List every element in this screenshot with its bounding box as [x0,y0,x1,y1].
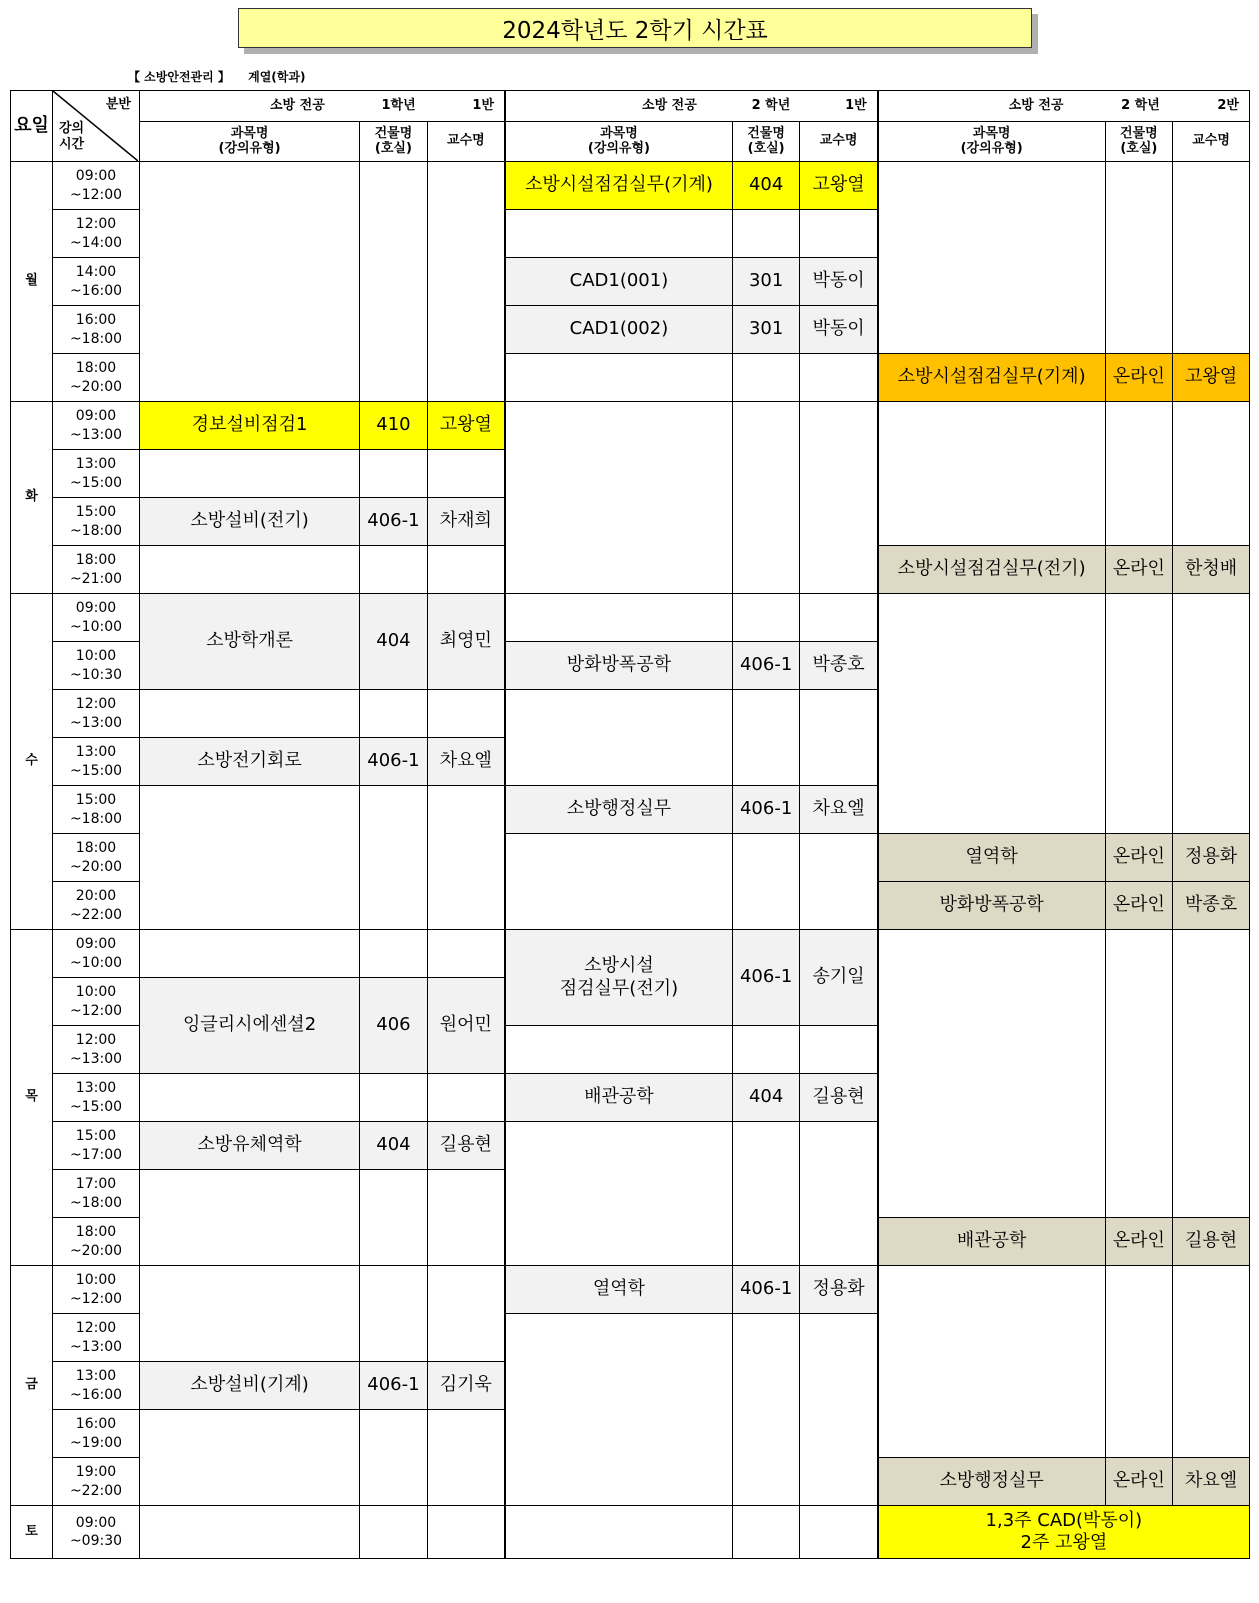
empty-cell [1173,162,1250,354]
course-room: 406-1 [732,786,800,834]
empty-cell [878,162,1105,354]
time-cell: 13:00 ~15:00 [52,1074,139,1122]
empty-cell [505,354,732,402]
empty-cell [732,1506,800,1559]
empty-cell [800,1506,878,1559]
course-prof: 차요엘 [800,786,878,834]
course-subject: 경보설비점검1 [140,402,360,450]
time-label [59,121,84,152]
course-room: 404 [360,594,428,690]
course-prof: 고왕열 [427,402,505,450]
course-prof: 박동이 [800,258,878,306]
course-subject: 방화방폭공학 [878,882,1105,930]
time-cell: 18:00 ~20:00 [52,354,139,402]
empty-cell [427,450,505,498]
empty-cell [800,594,878,642]
empty-cell [360,1266,428,1362]
empty-cell [140,1506,360,1559]
building-header: 건물명 (호실) [732,122,800,162]
course-prof: 박동이 [800,306,878,354]
day-cell: 금 [11,1266,53,1506]
empty-cell [1105,594,1173,834]
time-cell: 16:00 ~19:00 [52,1410,139,1458]
empty-cell [800,1026,878,1074]
course-room: 406-1 [360,738,428,786]
section-1-year: 1학년 [381,97,416,113]
course-room: 406-1 [732,642,800,690]
empty-cell [505,1506,732,1559]
page-title: 2024학년도 2학기 시간표 [238,8,1032,48]
course-subject: 열역학 [878,834,1105,882]
building-header: 건물명 (호실) [1105,122,1173,162]
course-prof: 박종호 [1173,882,1250,930]
empty-cell [732,1026,800,1074]
empty-cell [505,690,732,786]
course-prof: 정용화 [800,1266,878,1314]
section-header-3 [878,91,1250,122]
empty-cell [878,402,1105,546]
empty-cell [732,354,800,402]
empty-cell [732,594,800,642]
empty-cell [878,594,1105,834]
prof-header: 교수명 [1173,122,1250,162]
course-room: 406-1 [360,498,428,546]
time-label-1: 강의 [58,121,85,136]
course-prof: 고왕열 [1173,354,1250,402]
course-subject: 소방시설점검실무(기계) [505,162,732,210]
empty-cell [427,786,505,930]
empty-cell [1173,930,1250,1218]
empty-cell [505,210,732,258]
course-subject: 열역학 [505,1266,732,1314]
time-cell: 09:00 ~09:30 [52,1506,139,1559]
bunban-label: 분반 [105,97,131,112]
course-room: 301 [732,258,800,306]
empty-cell [427,1074,505,1122]
time-cell: 18:00 ~20:00 [52,1218,139,1266]
timetable [10,90,1250,1559]
course-prof: 송기일 [800,930,878,1026]
empty-cell [505,834,732,930]
course-subject: 소방전기회로 [140,738,360,786]
course-subject: 잉글리시에센셜2 [140,978,360,1074]
course-room: 온라인 [1105,1218,1173,1266]
course-room: 404 [732,1074,800,1122]
empty-cell [140,1170,360,1266]
time-cell: 12:00 ~13:00 [52,1026,139,1074]
empty-cell [140,1410,360,1506]
empty-cell [140,546,360,594]
empty-cell [360,1074,428,1122]
time-cell: 13:00 ~15:00 [52,450,139,498]
empty-cell [505,1026,732,1074]
course-room: 406 [360,978,428,1074]
day-cell: 목 [11,930,53,1266]
section-2-major: 소방 전공 [642,97,697,113]
empty-cell [800,834,878,930]
section-3-major: 소방 전공 [1008,97,1064,113]
empty-cell [732,690,800,786]
time-cell: 16:00 ~18:00 [52,306,139,354]
course-subject: 소방학개론 [140,594,360,690]
time-cell: 13:00 ~15:00 [52,738,139,786]
time-cell: 20:00 ~22:00 [52,882,139,930]
empty-cell [140,786,360,930]
empty-cell [878,1266,1105,1458]
course-prof: 길용현 [1173,1218,1250,1266]
time-cell: 12:00 ~14:00 [52,210,139,258]
time-cell: 14:00 ~16:00 [52,258,139,306]
course-room: 406-1 [732,1266,800,1314]
empty-cell [505,1122,732,1266]
empty-cell [800,402,878,594]
empty-cell [360,690,428,738]
empty-cell [427,1506,505,1559]
empty-cell [1105,162,1173,354]
course-subject: 소방시설 점검실무(전기) [505,930,732,1026]
day-cell: 화 [11,402,53,594]
time-cell: 12:00 ~13:00 [52,1314,139,1362]
time-cell: 10:00 ~10:30 [52,642,139,690]
course-subject: CAD1(002) [505,306,732,354]
course-subject: 소방설비(전기) [140,498,360,546]
empty-cell [1105,402,1173,546]
course-room: 온라인 [1105,882,1173,930]
prof-header: 교수명 [800,122,878,162]
empty-cell [360,546,428,594]
day-header: 요일 [11,91,53,162]
course-subject: 소방시설점검실무(기계) [878,354,1105,402]
empty-cell [732,1122,800,1266]
empty-cell [360,1506,428,1559]
day-cell: 수 [11,594,53,930]
empty-cell [505,402,732,594]
saturday-note [878,1506,1250,1559]
section-1-major: 소방 전공 [270,97,325,113]
empty-cell [732,402,800,594]
empty-cell [1173,1266,1250,1458]
course-room: 404 [360,1122,428,1170]
time-cell: 09:00 ~10:00 [52,930,139,978]
time-cell: 17:00 ~18:00 [52,1170,139,1218]
course-subject: 소방행정실무 [878,1458,1105,1506]
time-cell: 13:00 ~16:00 [52,1362,139,1410]
course-prof: 박종호 [800,642,878,690]
course-prof: 차요엘 [427,738,505,786]
time-cell: 18:00 ~20:00 [52,834,139,882]
empty-cell [360,450,428,498]
subject-header: 과목명 (강의유형) [878,122,1105,162]
empty-cell [800,1122,878,1266]
course-prof: 차요엘 [1173,1458,1250,1506]
empty-cell [732,834,800,930]
time-label-2: 시간 [58,136,85,152]
empty-cell [1173,594,1250,834]
empty-cell [140,1266,360,1362]
course-prof: 고왕열 [800,162,878,210]
prof-header: 교수명 [427,122,505,162]
course-room: 404 [732,162,800,210]
empty-cell [140,162,360,402]
empty-cell [1105,1266,1173,1458]
empty-cell [427,1410,505,1506]
section-2-class: 1반 [845,97,867,113]
empty-cell [427,930,505,978]
course-room: 406-1 [360,1362,428,1410]
section-header-1 [140,91,506,122]
time-cell: 09:00 ~12:00 [52,162,139,210]
empty-cell [505,594,732,642]
time-cell: 10:00 ~12:00 [52,978,139,1026]
course-prof: 최영민 [427,594,505,690]
department-label [128,68,319,85]
course-room: 온라인 [1105,354,1173,402]
section-3-class: 2반 [1217,97,1239,113]
course-subject: 소방설비(기계) [140,1362,360,1410]
course-room: 온라인 [1105,1458,1173,1506]
empty-cell [360,930,428,978]
course-prof: 한청배 [1173,546,1250,594]
empty-cell [140,690,360,738]
empty-cell [360,1410,428,1506]
course-subject: 소방유체역학 [140,1122,360,1170]
course-prof: 정용화 [1173,834,1250,882]
section-3-year: 2 학년 [1121,97,1160,113]
time-cell: 19:00 ~22:00 [52,1458,139,1506]
building-header: 건물명 (호실) [360,122,428,162]
time-cell: 18:00 ~21:00 [52,546,139,594]
saturday-note-line2: 2주 고왕열 [1020,1532,1108,1553]
time-cell: 15:00 ~17:00 [52,1122,139,1170]
section-2-year: 2 학년 [751,97,791,113]
course-subject: 소방시설점검실무(전기) [878,546,1105,594]
empty-cell [1173,402,1250,546]
section-1-class: 1반 [472,97,495,113]
day-cell: 토 [11,1506,53,1559]
course-prof: 김기욱 [427,1362,505,1410]
empty-cell [878,930,1105,1218]
time-cell: 09:00 ~13:00 [52,402,139,450]
time-cell: 10:00 ~12:00 [52,1266,139,1314]
day-cell: 월 [11,162,53,402]
time-cell: 15:00 ~18:00 [52,498,139,546]
empty-cell [732,1314,800,1506]
empty-cell [427,1266,505,1362]
course-prof: 원어민 [427,978,505,1074]
time-header [52,91,139,162]
empty-cell [140,1074,360,1122]
course-room: 온라인 [1105,834,1173,882]
empty-cell [427,1170,505,1266]
empty-cell [360,162,428,402]
time-cell: 15:00 ~18:00 [52,786,139,834]
subject-header: 과목명 (강의유형) [140,122,360,162]
empty-cell [800,210,878,258]
course-room: 406-1 [732,930,800,1026]
empty-cell [1105,930,1173,1218]
empty-cell [140,930,360,978]
course-subject: 배관공학 [505,1074,732,1122]
empty-cell [140,450,360,498]
course-subject: 방화방폭공학 [505,642,732,690]
empty-cell [800,690,878,786]
empty-cell [427,546,505,594]
course-room: 410 [360,402,428,450]
course-subject: 배관공학 [878,1218,1105,1266]
department-suffix: 계열(학과) [248,70,306,84]
empty-cell [427,690,505,738]
course-room: 301 [732,306,800,354]
section-header-2 [505,91,878,122]
course-prof: 차재희 [427,498,505,546]
course-subject: 소방행정실무 [505,786,732,834]
empty-cell [800,354,878,402]
course-subject: CAD1(001) [505,258,732,306]
empty-cell [360,1170,428,1266]
course-room: 온라인 [1105,546,1173,594]
department-name: 【 소방안전관리 】 [128,70,230,84]
course-prof: 길용현 [427,1122,505,1170]
empty-cell [360,786,428,930]
empty-cell [505,1314,732,1506]
saturday-note-line1: 1,3주 CAD(박동이) [985,1509,1143,1531]
empty-cell [427,162,505,402]
empty-cell [800,1314,878,1506]
time-cell: 12:00 ~13:00 [52,690,139,738]
empty-cell [732,210,800,258]
subject-header: 과목명 (강의유형) [505,122,732,162]
time-cell: 09:00 ~10:00 [52,594,139,642]
course-prof: 길용현 [800,1074,878,1122]
